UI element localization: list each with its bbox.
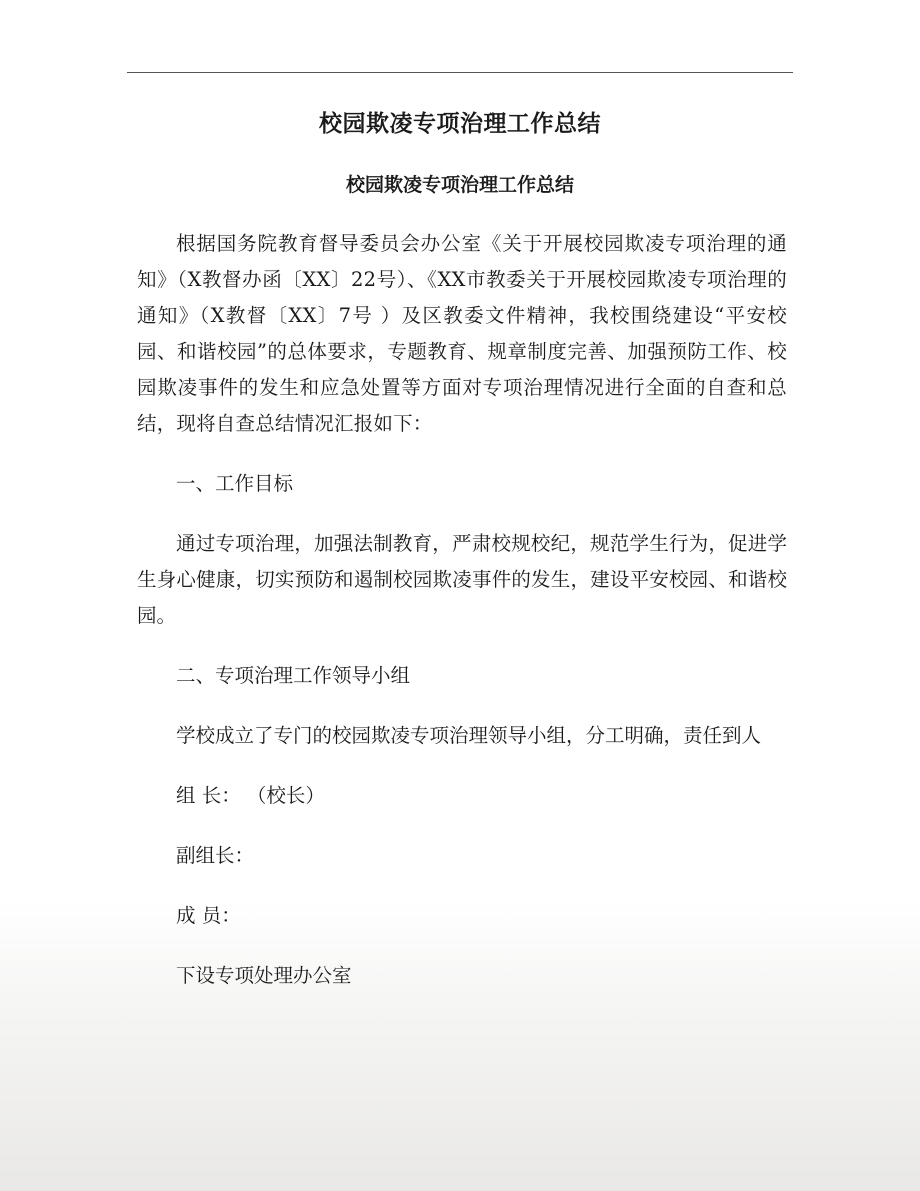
- document-body: [137, 226, 787, 994]
- document-subtitle: 校园欺凌专项治理工作总结: [345, 174, 574, 196]
- leader-line: 组 长： （校长）: [176, 784, 325, 807]
- section-heading-leadership: 二、专项治理工作领导小组: [176, 664, 411, 687]
- document-title: 校园欺凌专项治理工作总结: [319, 110, 601, 137]
- header-rule: [127, 72, 793, 73]
- paragraph-leadership: 学校成立了专门的校园欺凌专项治理领导小组，分工明确，责任到人: [176, 724, 762, 747]
- members-line: 成 员：: [176, 904, 241, 927]
- paragraph-intro: 根据国务院教育督导委员会办公室《关于开展校园欺凌专项治理的通知》（X教督办函〔XX〕22号）、《XX市教委关于开展校园欺凌专项治理的通知》（X教督〔XX〕7号 ）及区教委文件精神，我校围绕建设“平安校园、和谐校园”的总体要求，专题教育、规章制度完善、加强预防工作、校园欺凌事件的发生和应急处置等方面对专项治理情况进行全面的自查和总结，现将自查总结情况汇报如下：: [137, 232, 787, 435]
- deputy-leader-line: 副组长：: [176, 844, 255, 867]
- paragraph-goals: 通过专项治理，加强法制教育，严肃校规校纪，规范学生行为，促进学生身心健康，切实预防和遏制校园欺凌事件的发生，建设平安校园、和谐校园。: [137, 532, 787, 627]
- office-line: 下设专项处理办公室: [176, 964, 352, 987]
- section-heading-goals: 一、工作目标: [176, 472, 294, 495]
